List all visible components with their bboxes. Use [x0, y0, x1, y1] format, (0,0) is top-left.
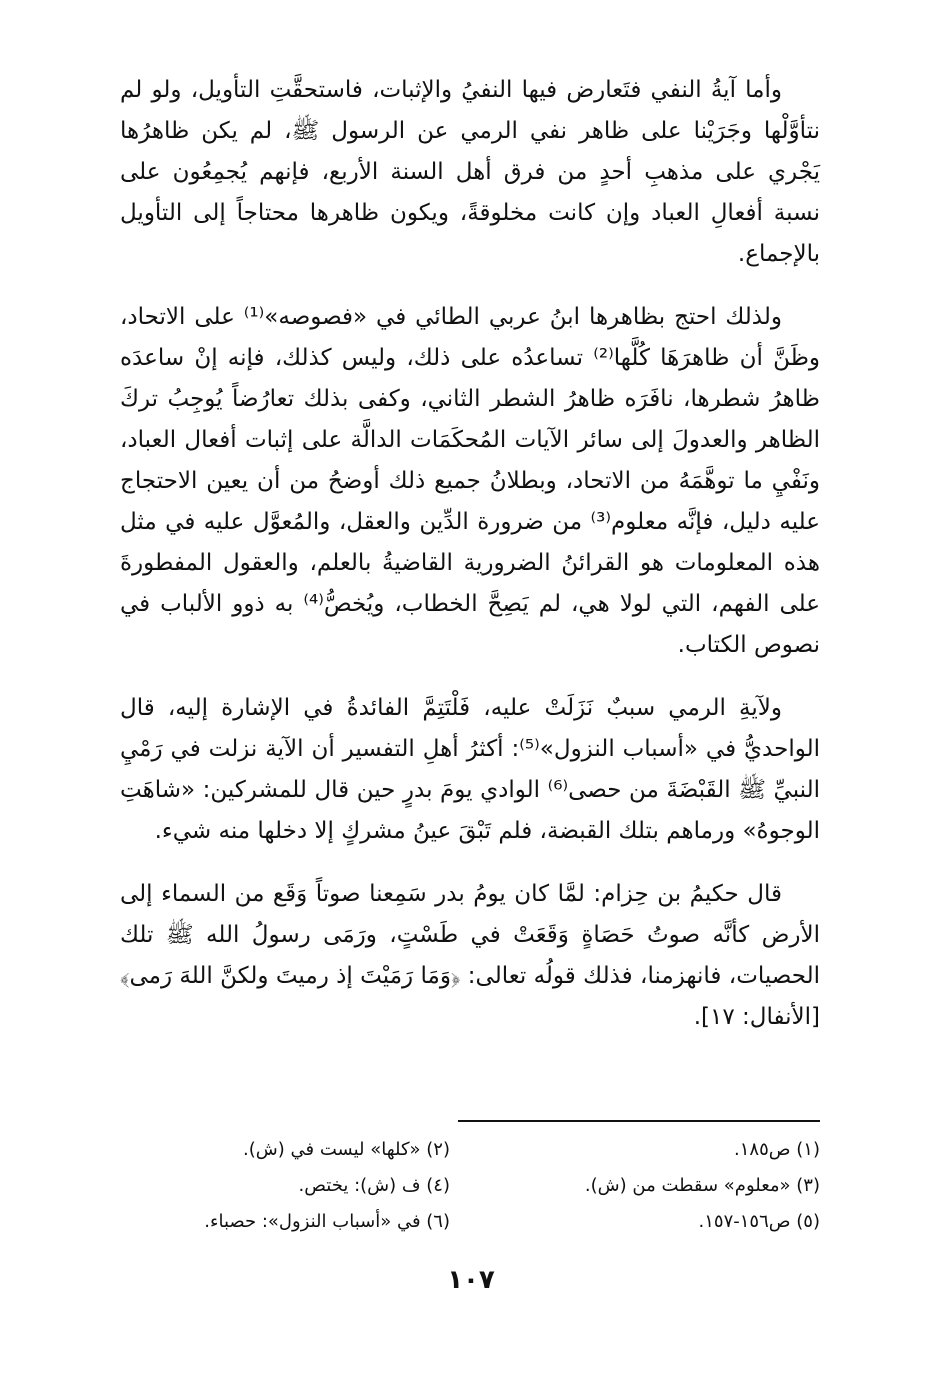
footnote-row [120, 1168, 820, 1204]
footnote-4: (٤) ف (ش): يختص. [298, 1175, 450, 1196]
footnote-5: (٥) ص١٥٦-١٥٧. [698, 1211, 820, 1232]
footnote-row [120, 1132, 820, 1168]
footnote-row [120, 1204, 820, 1240]
paragraph-1: وأما آيةُ النفي فتَعارض فيها النفيُ والإثبات، فاستحقَّتِ التأويل، ولو لم نتأوَّلْها وجَرَيْنا على ظاهر نفي الرمي عن الرسول ﷺ، لم يكن ظاهرُها يَجْري على مذهبِ أحدٍ من فرق أهل السنة الأربع، فإنهم يُجمِعُون على نسبة أفعالِ العباد وإن كانت مخلوقةً، ويكون ظاهرها محتاجاً إلى التأويل بالإجماع. [120, 77, 820, 267]
footnote-6: (٦) في «أسباب النزول»: حصباء. [204, 1211, 450, 1232]
footnote-separator [458, 1120, 820, 1122]
main-text [120, 70, 820, 1060]
paragraph-2: ولذلك احتج بظاهرها ابنُ عربي الطائي في «فصوصه»⁽¹⁾ على الاتحاد، وظَنَّ أن ظاهرَهَا كُلَّها⁽²⁾ تساعدُه على ذلك، وليس كذلك، فإنه إنْ ساعدَه ظاهرُ شطرها، نافَرَه ظاهرُ الشطر الثاني، وكفى بذلك تعارُضاً يُوجِبُ تركَ الظاهر والعدولَ إلى سائر الآيات المُحكَمَات الدالَّة على إثبات أفعال العباد، ونَفْيِ ما توهَّمَهُ من الاتحاد، وبطلانُ جميع ذلك أوضحُ من أن يعين الاحتجاج عليه دليل، فإنَّه معلوم⁽³⁾ من ضرورة الدِّين والعقل، والمُعوَّل عليه في مثل هذه المعلومات هو القرائنُ الضرورية القاضيةُ بالعلم، والعقول المفطورةَ على الفهم، التي لولا هي، لم يَصِحَّ الخطاب، ويُخصُّ⁽⁴⁾ به ذوو الألباب في نصوص الكتاب. [120, 304, 820, 658]
footnotes [120, 1132, 820, 1240]
page-number: ١٠٧ [447, 1265, 495, 1295]
footnote-3: (٣) «معلوم» سقطت من (ش). [584, 1175, 820, 1196]
paragraph-4: قال حكيمُ بن حِزام: لمَّا كان يومُ بدر سَمِعنا صوتاً وَقَع من السماء إلى الأرض كأنَّه صوتُ حَصَاةٍ وَقَعَتْ في طَسْتٍ، ورَمَى رسولُ الله ﷺ تلك الحصيات، فانهزمنا، فذلك قولُه تعالى: ﴿وَمَا رَمَيْتَ إذ رميتَ ولكنَّ اللهَ رَمى﴾ [الأنفال: ١٧]. [120, 881, 820, 1030]
footnote-2: (٢) «كلها» ليست في (ش). [243, 1139, 450, 1160]
footnote-1: (١) ص١٨٥. [734, 1139, 820, 1160]
paragraph-3: ولآيةِ الرمي سببٌ نَزَلَتْ عليه، فَلْتَتِمَّ الفائدةُ في الإشارة إليه، قال الواحديُّ في «أسباب النزول»⁽⁵⁾: أكثرُ أهلِ التفسير أن الآية نزلت في رَمْيِ النبيِّ ﷺ القَبْضَةَ من حصى⁽⁶⁾ الوادي يومَ بدرٍ حين قال للمشركين: «شاهَتِ الوجوهُ» ورماهم بتلك القبضة، فلم تَبْقَ عينُ مشركٍ إلا دخلها منه شيء. [120, 695, 820, 844]
